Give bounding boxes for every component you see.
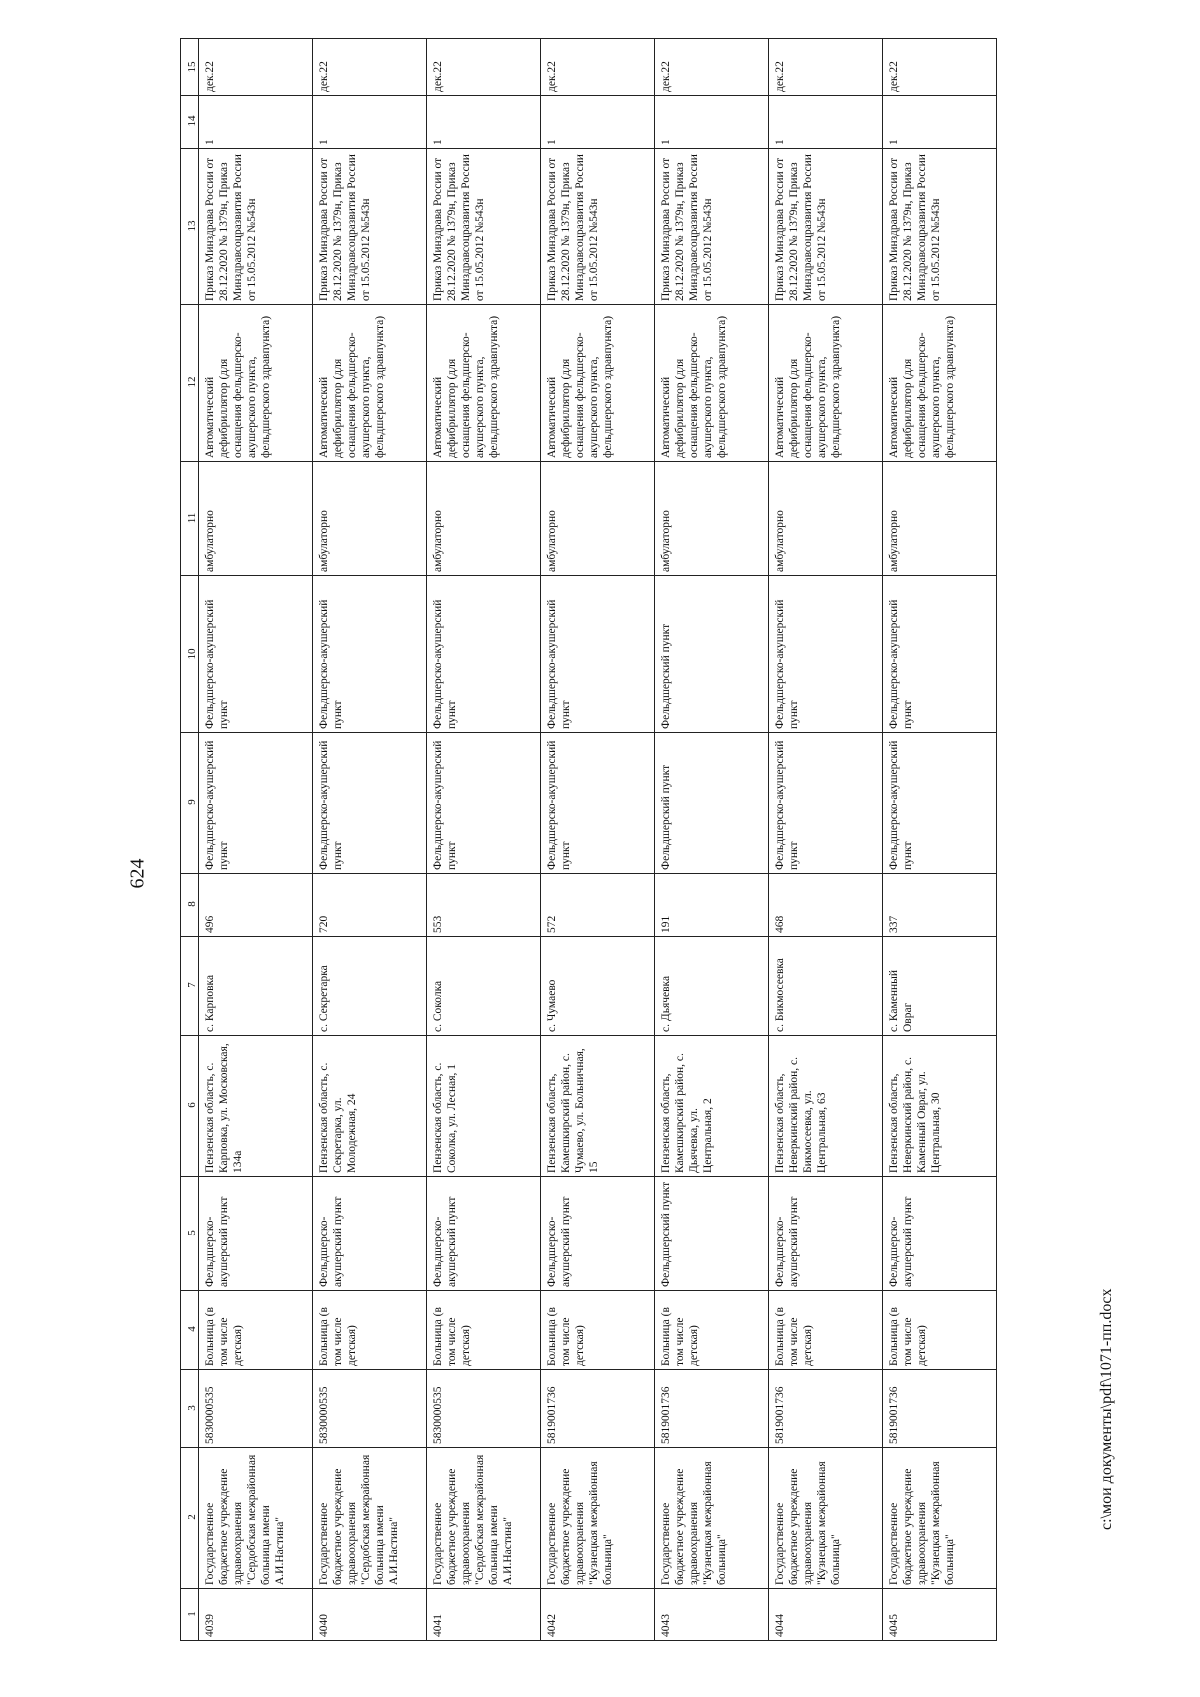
table-cell xyxy=(199,1588,313,1640)
cell-text-c2: Государственное бюджетное учреждение здравоохранения "Кузнецкая межрайонная больница" xyxy=(660,1461,728,1585)
table-cell xyxy=(427,1035,541,1176)
cell-text-c1: 4042 xyxy=(546,1613,558,1637)
cell-text-c10: Фельдшерско-акушерский пункт xyxy=(888,599,914,729)
cell-text-c10: Фельдшерский пункт xyxy=(660,623,672,729)
table-cell xyxy=(769,733,883,874)
cell-text-c1: 4041 xyxy=(432,1613,444,1637)
table-cell xyxy=(313,461,427,576)
cell-text-c6: Пензенская область, Неверкинский район, с. Бикмосеевка, ул. Центральная, 63 xyxy=(774,1056,828,1173)
cell-text-c2: Государственное бюджетное учреждение здравоохранения "Кузнецкая межрайонная больница" xyxy=(546,1461,614,1585)
cell-text-c7: с. Чумаево xyxy=(546,979,558,1032)
cell-text-c13: Приказ Минздрава России от 28.12.2020 № 1379н, Приказ Минздравсоцразвития России от 15.05.2012 №543н xyxy=(318,154,372,302)
cell-text-c4: Больница (в том числе детская) xyxy=(204,1306,244,1366)
cell-text-c9: Фельдшерско-акушерский пункт xyxy=(432,740,458,870)
document-table xyxy=(180,38,996,1640)
cell-text-c1: 4043 xyxy=(660,1613,672,1637)
table-cell xyxy=(313,1447,427,1588)
table-cell xyxy=(427,96,541,148)
table-cell xyxy=(883,305,997,462)
cell-text-c14: 1 xyxy=(888,138,900,145)
table-cell xyxy=(313,1035,427,1176)
cell-text-c1: 4040 xyxy=(318,1613,330,1637)
cell-text-c7: с. Карповка xyxy=(204,974,216,1032)
cell-text-c4: Больница (в том числе детская) xyxy=(774,1306,814,1366)
column-number-cell xyxy=(181,1447,199,1588)
cell-text-c11: амбулаторно xyxy=(318,510,330,573)
table-cell xyxy=(769,936,883,1035)
cell-text-c7: с. Бикмосеевка xyxy=(774,957,786,1032)
table-cell xyxy=(655,148,769,305)
column-number: 10 xyxy=(186,648,198,660)
column-number-cell xyxy=(181,873,199,936)
table-cell xyxy=(655,1035,769,1176)
cell-text-c12: Автоматический дефибриллятор (для оснащения фельдшерско-акушерского пункта, фельдшерского здравпункта) xyxy=(660,315,728,458)
cell-text-c15: дек.22 xyxy=(546,61,558,93)
column-number-cell xyxy=(181,936,199,1035)
cell-text-c10: Фельдшерско-акушерский пункт xyxy=(546,599,572,729)
column-number: 15 xyxy=(186,61,198,73)
table-cell xyxy=(541,1588,655,1640)
column-number: 13 xyxy=(186,220,198,232)
column-number: 7 xyxy=(186,982,198,988)
cell-text-c13: Приказ Минздрава России от 28.12.2020 № 1379н, Приказ Минздравсоцразвития России от 15.05.2012 №543н xyxy=(204,154,258,302)
table-cell xyxy=(883,576,997,733)
cell-text-c9: Фельдшерско-акушерский пункт xyxy=(318,740,344,870)
table-cell xyxy=(427,576,541,733)
cell-text-c15: дек.22 xyxy=(204,61,216,93)
cell-text-c13: Приказ Минздрава России от 28.12.2020 № 1379н, Приказ Минздравсоцразвития России от 15.05.2012 №543н xyxy=(660,154,714,302)
page-number: 624 xyxy=(126,858,149,889)
table-cell xyxy=(769,1035,883,1176)
cell-text-c5: Фельдшерско-акушерский пункт xyxy=(432,1196,458,1288)
cell-text-c8: 496 xyxy=(204,915,216,933)
table-cell xyxy=(883,936,997,1035)
cell-text-c10: Фельдшерско-акушерский пункт xyxy=(774,599,800,729)
cell-text-c10: Фельдшерско-акушерский пункт xyxy=(204,599,230,729)
cell-text-c12: Автоматический дефибриллятор (для оснащения фельдшерско-акушерского пункта, фельдшерского здравпункта) xyxy=(888,315,956,458)
cell-text-c3: 5819001736 xyxy=(546,1386,558,1444)
table-cell xyxy=(769,1176,883,1291)
cell-text-c3: 5830000535 xyxy=(318,1386,330,1444)
table-cell xyxy=(427,461,541,576)
table-cell xyxy=(655,1447,769,1588)
table-cell xyxy=(883,1176,997,1291)
cell-text-c12: Автоматический дефибриллятор (для оснащения фельдшерско-акушерского пункта, фельдшерского здравпункта) xyxy=(204,315,272,458)
cell-text-c14: 1 xyxy=(546,138,558,145)
table-cell xyxy=(541,873,655,936)
table-cell xyxy=(199,1035,313,1176)
cell-text-c4: Больница (в том числе детская) xyxy=(318,1306,358,1366)
cell-text-c9: Фельдшерско-акушерский пункт xyxy=(204,740,230,870)
table-cell xyxy=(199,576,313,733)
cell-text-c2: Государственное бюджетное учреждение здравоохранения "Сердобская межрайонная больница имени А.И.Настина" xyxy=(432,1454,514,1585)
cell-text-c15: дек.22 xyxy=(432,61,444,93)
column-number-cell xyxy=(181,1291,199,1369)
table-cell xyxy=(883,1447,997,1588)
table-cell xyxy=(883,39,997,96)
table-cell xyxy=(883,148,997,305)
cell-text-c2: Государственное бюджетное учреждение здравоохранения "Кузнецкая межрайонная больница" xyxy=(774,1461,842,1585)
table-cell xyxy=(541,733,655,874)
cell-text-c11: амбулаторно xyxy=(888,510,900,573)
cell-text-c9: Фельдшерский пункт xyxy=(660,764,672,870)
table-cell xyxy=(883,1588,997,1640)
table-cell xyxy=(769,39,883,96)
column-number-cell xyxy=(181,461,199,576)
cell-text-c6: Пензенская область, Камешкирский район, с. Чумаево, ул. Больничная, 15 xyxy=(546,1047,600,1173)
table-cell xyxy=(427,733,541,874)
cell-text-c2: Государственное бюджетное учреждение здравоохранения "Сердобская межрайонная больница имени А.И.Настина" xyxy=(204,1454,286,1585)
cell-text-c6: Пензенская область, Неверкинский район, с. Каменный Овраг, ул. Центральная, 30 xyxy=(888,1056,942,1173)
column-number-cell xyxy=(181,1035,199,1176)
table-cell xyxy=(655,1588,769,1640)
table-cell xyxy=(313,305,427,462)
cell-text-c15: дек.22 xyxy=(774,61,786,93)
cell-text-c11: амбулаторно xyxy=(660,510,672,573)
cell-text-c5: Фельдшерский пункт xyxy=(660,1182,672,1288)
cell-text-c7: с. Секретарка xyxy=(318,964,330,1032)
cell-text-c14: 1 xyxy=(318,138,330,145)
cell-text-c7: с. Каменный Овраг xyxy=(888,969,914,1032)
table-cell xyxy=(769,305,883,462)
table-cell xyxy=(541,1369,655,1447)
table-cell xyxy=(769,148,883,305)
cell-text-c3: 5819001736 xyxy=(660,1386,672,1444)
table-cell xyxy=(313,96,427,148)
cell-text-c7: с. Соколка xyxy=(432,980,444,1032)
table-cell xyxy=(199,1369,313,1447)
cell-text-c8: 720 xyxy=(318,915,330,933)
table-cell xyxy=(883,461,997,576)
column-number: 11 xyxy=(186,512,198,524)
table-cell xyxy=(541,96,655,148)
cell-text-c4: Больница (в том числе детская) xyxy=(546,1306,586,1366)
table-cell xyxy=(655,1176,769,1291)
table-cell xyxy=(199,1176,313,1291)
table-cell xyxy=(427,39,541,96)
cell-text-c14: 1 xyxy=(774,138,786,145)
cell-text-c13: Приказ Минздрава России от 28.12.2020 № 1379н, Приказ Минздравсоцразвития России от 15.05.2012 №543н xyxy=(774,154,828,302)
cell-text-c15: дек.22 xyxy=(888,61,900,93)
cell-text-c4: Больница (в том числе детская) xyxy=(432,1306,472,1366)
cell-text-c14: 1 xyxy=(204,138,216,145)
cell-text-c5: Фельдшерско-акушерский пункт xyxy=(204,1196,230,1288)
column-number: 12 xyxy=(186,376,198,388)
table-cell xyxy=(541,148,655,305)
cell-text-c8: 572 xyxy=(546,915,558,933)
table-cell xyxy=(313,1291,427,1369)
table-cell xyxy=(313,1369,427,1447)
table-cell xyxy=(199,39,313,96)
cell-text-c12: Автоматический дефибриллятор (для оснащения фельдшерско-акушерского пункта, фельдшерского здравпункта) xyxy=(432,315,500,458)
table-cell xyxy=(199,305,313,462)
cell-text-c13: Приказ Минздрава России от 28.12.2020 № 1379н, Приказ Минздравсоцразвития России от 15.05.2012 №543н xyxy=(546,154,600,302)
cell-text-c11: амбулаторно xyxy=(204,510,216,573)
cell-text-c9: Фельдшерско-акушерский пункт xyxy=(546,740,572,870)
table-cell xyxy=(541,1447,655,1588)
column-number: 6 xyxy=(186,1102,198,1108)
cell-text-c11: амбулаторно xyxy=(546,510,558,573)
cell-text-c8: 468 xyxy=(774,915,786,933)
table-cell xyxy=(199,1291,313,1369)
table-cell xyxy=(883,1369,997,1447)
cell-text-c8: 191 xyxy=(660,915,672,933)
cell-text-c9: Фельдшерско-акушерский пункт xyxy=(774,740,800,870)
table-cell xyxy=(769,461,883,576)
table-cell xyxy=(199,733,313,874)
cell-text-c15: дек.22 xyxy=(660,61,672,93)
table-cell xyxy=(199,96,313,148)
column-number-cell xyxy=(181,305,199,462)
table-cell xyxy=(199,873,313,936)
table-cell xyxy=(769,873,883,936)
cell-text-c6: Пензенская область, с. Секретарка, ул. Молодежная, 24 xyxy=(318,1062,358,1173)
table-cell xyxy=(313,733,427,874)
table-cell xyxy=(883,733,997,874)
table-cell xyxy=(655,39,769,96)
table-cell xyxy=(427,1291,541,1369)
cell-text-c12: Автоматический дефибриллятор (для оснащения фельдшерско-акушерского пункта, фельдшерского здравпункта) xyxy=(318,315,386,458)
cell-text-c1: 4045 xyxy=(888,1613,900,1637)
cell-text-c14: 1 xyxy=(660,138,672,145)
column-number: 8 xyxy=(186,901,198,907)
table-cell xyxy=(769,576,883,733)
cell-text-c3: 5819001736 xyxy=(774,1386,786,1444)
column-number-cell xyxy=(181,1369,199,1447)
cell-text-c5: Фельдшерско-акушерский пункт xyxy=(888,1196,914,1288)
table-cell xyxy=(541,1035,655,1176)
cell-text-c7: с. Дьячевка xyxy=(660,975,672,1032)
column-number-cell xyxy=(181,733,199,874)
table-cell xyxy=(655,576,769,733)
table-cell xyxy=(883,1291,997,1369)
table-cell xyxy=(427,148,541,305)
table-cell xyxy=(769,1588,883,1640)
cell-text-c3: 5830000535 xyxy=(432,1386,444,1444)
table-cell xyxy=(199,148,313,305)
table-cell xyxy=(655,461,769,576)
cell-text-c2: Государственное бюджетное учреждение здравоохранения "Кузнецкая межрайонная больница" xyxy=(888,1461,956,1585)
column-number: 9 xyxy=(186,799,198,806)
table-cell xyxy=(541,1291,655,1369)
table-cell xyxy=(427,1369,541,1447)
table-cell xyxy=(427,873,541,936)
table-cell xyxy=(883,96,997,148)
cell-text-c9: Фельдшерско-акушерский пункт xyxy=(888,740,914,870)
table-cell xyxy=(883,1035,997,1176)
table-cell xyxy=(199,936,313,1035)
table-cell xyxy=(541,1176,655,1291)
table-cell xyxy=(541,936,655,1035)
cell-text-c15: дек.22 xyxy=(318,61,330,93)
column-number-cell xyxy=(181,1588,199,1640)
table-cell xyxy=(313,873,427,936)
table-cell xyxy=(655,305,769,462)
table-cell xyxy=(769,1369,883,1447)
cell-text-c5: Фельдшерско-акушерский пункт xyxy=(774,1196,800,1288)
column-number-cell xyxy=(181,96,199,148)
cell-text-c12: Автоматический дефибриллятор (для оснащения фельдшерско-акушерского пункта, фельдшерского здравпункта) xyxy=(774,315,842,458)
cell-text-c13: Приказ Минздрава России от 28.12.2020 № 1379н, Приказ Минздравсоцразвития России от 15.05.2012 №543н xyxy=(432,154,486,302)
table-cell xyxy=(313,576,427,733)
table-cell xyxy=(313,39,427,96)
column-number: 4 xyxy=(186,1326,198,1333)
table-cell xyxy=(313,1176,427,1291)
cell-text-c13: Приказ Минздрава России от 28.12.2020 № 1379н, Приказ Минздравсоцразвития России от 15.05.2012 №543н xyxy=(888,154,942,302)
cell-text-c10: Фельдшерско-акушерский пункт xyxy=(318,599,344,729)
table-cell xyxy=(199,461,313,576)
column-number-cell xyxy=(181,576,199,733)
table-cell xyxy=(655,733,769,874)
cell-text-c12: Автоматический дефибриллятор (для оснащения фельдшерско-акушерского пункта, фельдшерского здравпункта) xyxy=(546,315,614,458)
table-cell xyxy=(655,873,769,936)
cell-text-c2: Государственное бюджетное учреждение здравоохранения "Сердобская межрайонная больница имени А.И.Настина" xyxy=(318,1454,400,1585)
table-cell xyxy=(769,1447,883,1588)
cell-text-c3: 5830000535 xyxy=(204,1386,216,1444)
cell-text-c6: Пензенская область, Камешкирский район, с. Дьячевка, ул. Центральная, 2 xyxy=(660,1052,714,1173)
file-path: c:\мои документы\pdf\1071-пп.docx xyxy=(1098,1288,1115,1530)
table-cell xyxy=(655,936,769,1035)
table-cell xyxy=(313,936,427,1035)
cell-text-c11: амбулаторно xyxy=(432,510,444,573)
cell-text-c5: Фельдшерско-акушерский пункт xyxy=(546,1196,572,1288)
cell-text-c4: Больница (в том числе детская) xyxy=(888,1306,928,1366)
cell-text-c11: амбулаторно xyxy=(774,510,786,573)
table-cell xyxy=(427,936,541,1035)
table-cell xyxy=(427,1447,541,1588)
column-number-cell xyxy=(181,148,199,305)
column-number: 2 xyxy=(186,1514,198,1521)
table-cell xyxy=(655,1369,769,1447)
cell-text-c1: 4039 xyxy=(204,1613,216,1637)
table-cell xyxy=(427,305,541,462)
cell-text-c5: Фельдшерско-акушерский пункт xyxy=(318,1196,344,1288)
table-cell xyxy=(769,96,883,148)
table-cell xyxy=(313,1588,427,1640)
table-cell xyxy=(541,39,655,96)
column-number: 5 xyxy=(186,1230,198,1236)
registry-table xyxy=(180,38,997,1641)
cell-text-c8: 553 xyxy=(432,915,444,933)
cell-text-c10: Фельдшерско-акушерский пункт xyxy=(432,599,458,729)
cell-text-c8: 337 xyxy=(888,915,900,933)
cell-text-c3: 5819001736 xyxy=(888,1386,900,1444)
table-cell xyxy=(427,1588,541,1640)
table-cell xyxy=(883,873,997,936)
table-cell xyxy=(427,1176,541,1291)
column-number-cell xyxy=(181,39,199,96)
table-cell xyxy=(541,576,655,733)
cell-text-c6: Пензенская область, с. Соколка, ул. Лесная, 1 xyxy=(432,1062,458,1173)
table-cell xyxy=(199,1447,313,1588)
column-number: 3 xyxy=(186,1404,198,1411)
table-cell xyxy=(655,1291,769,1369)
column-number-cell xyxy=(181,1176,199,1291)
cell-text-c14: 1 xyxy=(432,138,444,145)
table-cell xyxy=(769,1291,883,1369)
table-cell xyxy=(313,148,427,305)
table-cell xyxy=(541,461,655,576)
table-cell xyxy=(655,96,769,148)
cell-text-c6: Пензенская область, с. Карповка, ул. Московская, 134а xyxy=(204,1042,244,1173)
cell-text-c4: Больница (в том числе детская) xyxy=(660,1306,700,1366)
table-cell xyxy=(541,305,655,462)
cell-text-c1: 4044 xyxy=(774,1613,786,1637)
column-number: 1 xyxy=(186,1611,198,1617)
column-number: 14 xyxy=(186,115,198,127)
